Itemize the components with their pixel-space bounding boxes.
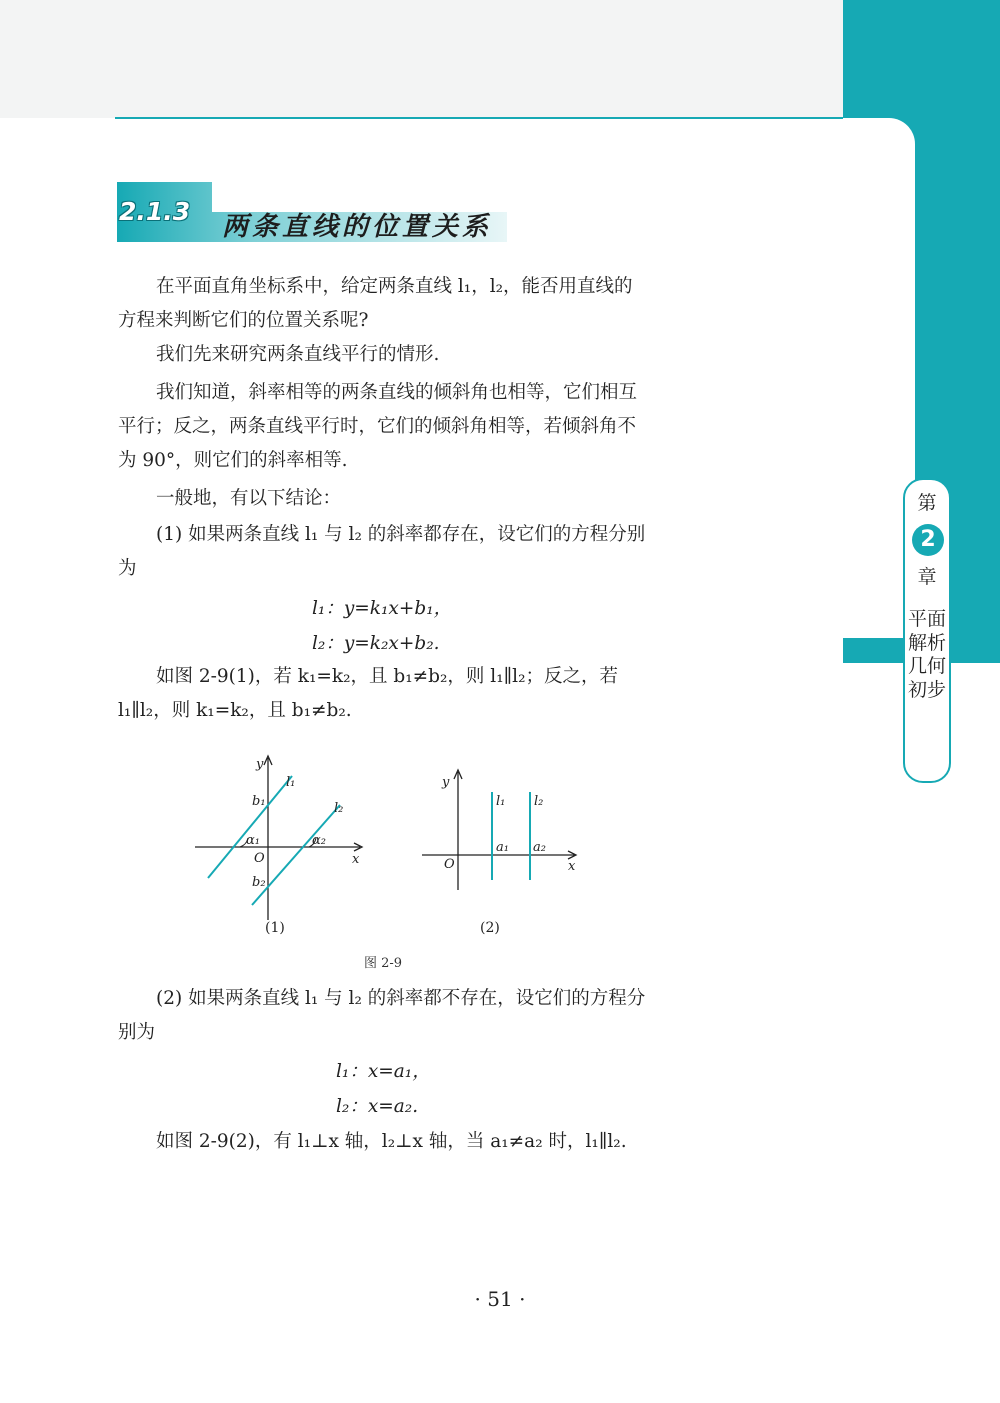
paragraph-case1: (1) 如果两条直线 l₁ 与 l₂ 的斜率都存在，设它们的方程分别为: [118, 524, 646, 579]
fig1-label-b1: b₁: [252, 794, 266, 809]
paragraph-case2: (2) 如果两条直线 l₁ 与 l₂ 的斜率都不存在，设它们的方程分别为: [118, 988, 646, 1043]
fig2-caption-label: (2): [480, 920, 500, 936]
fig2-label-a2: a₂: [533, 840, 546, 855]
paragraph-slope: 我们知道，斜率相等的两条直线的倾斜角也相等，它们相互平行；反之，两条直线平行时，它们的倾斜角相等，若倾斜角不为 90°，则它们的斜率相等.: [118, 382, 638, 471]
paragraph-fig1: 如图 2-9(1)，若 k₁=k₂，且 b₁≠b₂，则 l₁∥l₂；反之，若 l₁∥l₂，则 k₁=k₂，且 b₁≠b₂.: [118, 666, 619, 721]
equation-l2-slope: l₂：y=k₂x+b₂.: [312, 633, 440, 654]
paragraph-fig2: 如图 2-9(2)，有 l₁⊥x 轴，l₂⊥x 轴，当 a₁≠a₂ 时，l₁∥l₂.: [156, 1131, 627, 1152]
fig1-line-l2: [252, 805, 340, 905]
header-rule: [115, 117, 845, 119]
equation-l2-vertical: l₂：x=a₂.: [336, 1096, 419, 1117]
fig1-label-y: y: [256, 757, 264, 772]
chapter-suffix: 章: [917, 566, 937, 588]
fig1-label-alpha1: α₁: [246, 833, 260, 848]
equation-l1-slope: l₁：y=k₁x+b₁，: [312, 598, 453, 619]
fig1-label-l1: l₁: [286, 775, 296, 790]
fig1-label-alpha2: α₂: [312, 833, 326, 848]
equation-l1-vertical: l₁：x=a₁，: [336, 1061, 431, 1082]
fig1-label-b2: b₂: [252, 875, 266, 890]
fig1-label-x: x: [352, 852, 360, 867]
fig2-label-a1: a₁: [496, 840, 509, 855]
fig1-caption-label: (1): [265, 920, 285, 936]
chapter-side-tab: [903, 478, 951, 783]
header-band: [0, 0, 845, 118]
fig2-label-y: y: [442, 775, 450, 790]
figure-caption: 图 2-9: [364, 956, 403, 971]
fig1-line-l1: [208, 776, 292, 878]
chapter-title-vertical: 平面解析几何初步: [907, 608, 946, 701]
fig1-label-l2: l₂: [334, 801, 344, 816]
paragraph-parallel: 我们先来研究两条直线平行的情形.: [156, 344, 440, 365]
section-title: 两条直线的位置关系: [222, 212, 493, 242]
section-number: 2.1.3: [119, 197, 191, 226]
page-number: · 51 ·: [474, 1287, 526, 1311]
fig2-label-l1: l₁: [496, 794, 506, 809]
fig2-label-l2: l₂: [534, 794, 544, 809]
figure-2-9: [190, 750, 590, 945]
paragraph-general: 一般地，有以下结论：: [156, 488, 342, 509]
paragraph-intro: 在平面直角坐标系中，给定两条直线 l₁，l₂，能否用直线的方程来判断它们的位置关系呢?: [118, 276, 633, 331]
chapter-number-badge: 2: [912, 524, 944, 556]
fig2-label-x: x: [568, 859, 576, 874]
fig2-label-origin: O: [444, 857, 455, 872]
chapter-prefix: 第: [917, 492, 937, 514]
fig1-label-origin: O: [254, 851, 265, 866]
